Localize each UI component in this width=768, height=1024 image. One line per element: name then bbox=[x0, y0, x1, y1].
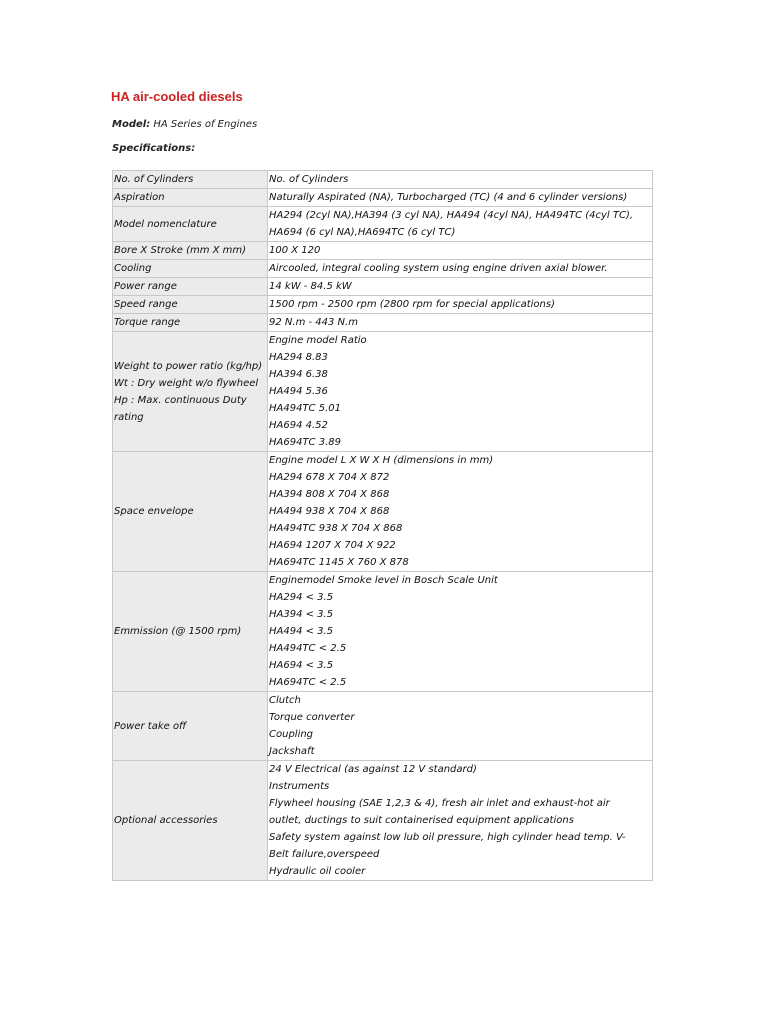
spec-value-line: HA494 938 X 704 X 868 bbox=[269, 506, 390, 517]
spec-value-line: HA394 808 X 704 X 868 bbox=[269, 489, 390, 500]
spec-value bbox=[268, 260, 653, 278]
spec-value-line: HA694 1207 X 704 X 922 bbox=[269, 540, 396, 551]
spec-value-line: HA494 < 3.5 bbox=[269, 626, 334, 637]
spec-value-line: Safety system against low lub oil pressure, high cylinder head temp. V- bbox=[269, 832, 626, 843]
table-row bbox=[113, 278, 653, 296]
table-row bbox=[113, 452, 653, 572]
spec-key bbox=[113, 207, 268, 242]
spec-value-line: No. of Cylinders bbox=[269, 174, 349, 185]
spec-key-line: Power take off bbox=[114, 720, 187, 732]
table-row bbox=[113, 314, 653, 332]
page-title: HA air-cooled diesels bbox=[111, 89, 243, 104]
spec-key-line: Emmission (@ 1500 rpm) bbox=[114, 626, 242, 637]
table-row bbox=[113, 761, 653, 881]
spec-key bbox=[113, 278, 268, 296]
spec-key-line: Wt : Dry weight w/o flywheel bbox=[114, 377, 259, 389]
spec-key-line: Hp : Max. continuous Duty bbox=[114, 394, 247, 406]
spec-key-line: Weight to power ratio (kg/hp) bbox=[114, 360, 263, 372]
spec-value-line: HA494TC < 2.5 bbox=[269, 643, 347, 654]
spec-value-line: Clutch bbox=[269, 695, 301, 706]
table-row bbox=[113, 332, 653, 452]
spec-value bbox=[268, 572, 653, 692]
table-row bbox=[113, 171, 653, 189]
spec-key-line: Power range bbox=[114, 281, 177, 292]
spec-key-line: No. of Cylinders bbox=[114, 174, 194, 185]
table-row bbox=[113, 242, 653, 260]
table-row bbox=[113, 572, 653, 692]
spec-value-line: Engine model L X W X H (dimensions in mm) bbox=[269, 455, 494, 466]
spec-value-line: HA494TC 5.01 bbox=[269, 403, 341, 414]
spec-key bbox=[113, 296, 268, 314]
specifications-table bbox=[112, 170, 653, 881]
table-row bbox=[113, 296, 653, 314]
model-value: HA Series of Engines bbox=[153, 119, 258, 130]
spec-value bbox=[268, 692, 653, 761]
spec-key-line: Optional accessories bbox=[114, 815, 218, 826]
spec-value-line: HA694TC 1145 X 760 X 878 bbox=[269, 557, 409, 568]
spec-value-line: 14 kW - 84.5 kW bbox=[269, 281, 352, 292]
spec-value-line: Torque converter bbox=[269, 712, 355, 723]
spec-value-line: 92 N.m - 443 N.m bbox=[269, 317, 358, 328]
spec-value-line: HA494TC 938 X 704 X 868 bbox=[269, 523, 403, 534]
model-line bbox=[112, 119, 257, 130]
spec-value-line: Engine model Ratio bbox=[269, 335, 367, 346]
spec-value-line: 100 X 120 bbox=[269, 245, 321, 256]
spec-value-line: Aircooled, integral cooling system using engine driven axial blower. bbox=[269, 263, 608, 274]
spec-key-line: Speed range bbox=[114, 299, 178, 310]
spec-value-line: Hydraulic oil cooler bbox=[269, 866, 366, 877]
spec-key bbox=[113, 761, 268, 881]
spec-value-line: HA294 678 X 704 X 872 bbox=[269, 472, 390, 483]
spec-value-line: HA694TC < 2.5 bbox=[269, 677, 347, 688]
spec-value bbox=[268, 189, 653, 207]
spec-value bbox=[268, 761, 653, 881]
spec-value-line: HA294 (2cyl NA),HA394 (3 cyl NA), HA494 (4cyl NA), HA494TC (4cyl TC), bbox=[269, 210, 634, 221]
spec-value bbox=[268, 278, 653, 296]
spec-value bbox=[268, 207, 653, 242]
spec-key bbox=[113, 692, 268, 761]
spec-value-line: Naturally Aspirated (NA), Turbocharged (TC) (4 and 6 cylinder versions) bbox=[269, 192, 628, 203]
spec-key bbox=[113, 260, 268, 278]
spec-key bbox=[113, 314, 268, 332]
spec-key-line: Space envelope bbox=[114, 506, 194, 517]
spec-value-line: 1500 rpm - 2500 rpm (2800 rpm for special applications) bbox=[269, 299, 555, 310]
table-row bbox=[113, 260, 653, 278]
model-label: Model: bbox=[112, 119, 151, 130]
spec-key bbox=[113, 572, 268, 692]
spec-value-line: HA694TC 3.89 bbox=[269, 437, 341, 448]
spec-value bbox=[268, 296, 653, 314]
table-row bbox=[113, 207, 653, 242]
spec-value bbox=[268, 314, 653, 332]
spec-value-line: Belt failure,overspeed bbox=[269, 849, 380, 860]
table-row bbox=[113, 692, 653, 761]
spec-value-line: Instruments bbox=[269, 781, 330, 792]
spec-value-line: outlet, ductings to suit containerised equipment applications bbox=[269, 815, 574, 826]
spec-key-line: Bore X Stroke (mm X mm) bbox=[114, 245, 247, 256]
spec-value-line: Jackshaft bbox=[269, 746, 315, 757]
spec-key-line: Cooling bbox=[114, 263, 152, 274]
spec-key-line: Model nomenclature bbox=[114, 218, 217, 230]
spec-value-line: HA694 4.52 bbox=[269, 420, 328, 431]
spec-value-line: HA694 < 3.5 bbox=[269, 660, 334, 671]
spec-value-line: Flywheel housing (SAE 1,2,3 & 4), fresh air inlet and exhaust-hot air bbox=[269, 798, 610, 809]
spec-value bbox=[268, 242, 653, 260]
spec-value-line: HA694 (6 cyl NA),HA694TC (6 cyl TC) bbox=[269, 227, 456, 238]
spec-value-line: HA294 8.83 bbox=[269, 352, 328, 363]
spec-value-line: Coupling bbox=[269, 729, 314, 740]
spec-key bbox=[113, 242, 268, 260]
spec-value bbox=[268, 332, 653, 452]
spec-key bbox=[113, 332, 268, 452]
spec-value-line: 24 V Electrical (as against 12 V standard) bbox=[269, 764, 477, 775]
spec-key bbox=[113, 452, 268, 572]
spec-value-line: HA494 5.36 bbox=[269, 386, 328, 397]
spec-value-line: HA394 < 3.5 bbox=[269, 609, 334, 620]
specifications-label: Specifications: bbox=[112, 143, 196, 154]
spec-value-line: HA294 < 3.5 bbox=[269, 592, 334, 603]
spec-key-line: Torque range bbox=[114, 317, 181, 328]
spec-value-line: HA394 6.38 bbox=[269, 369, 328, 380]
spec-value bbox=[268, 452, 653, 572]
spec-key-line: Aspiration bbox=[114, 192, 165, 203]
spec-key bbox=[113, 171, 268, 189]
spec-key-line: rating bbox=[114, 411, 144, 423]
table-row bbox=[113, 189, 653, 207]
spec-key bbox=[113, 189, 268, 207]
spec-value bbox=[268, 171, 653, 189]
spec-value-line: Enginemodel Smoke level in Bosch Scale Unit bbox=[269, 575, 498, 586]
